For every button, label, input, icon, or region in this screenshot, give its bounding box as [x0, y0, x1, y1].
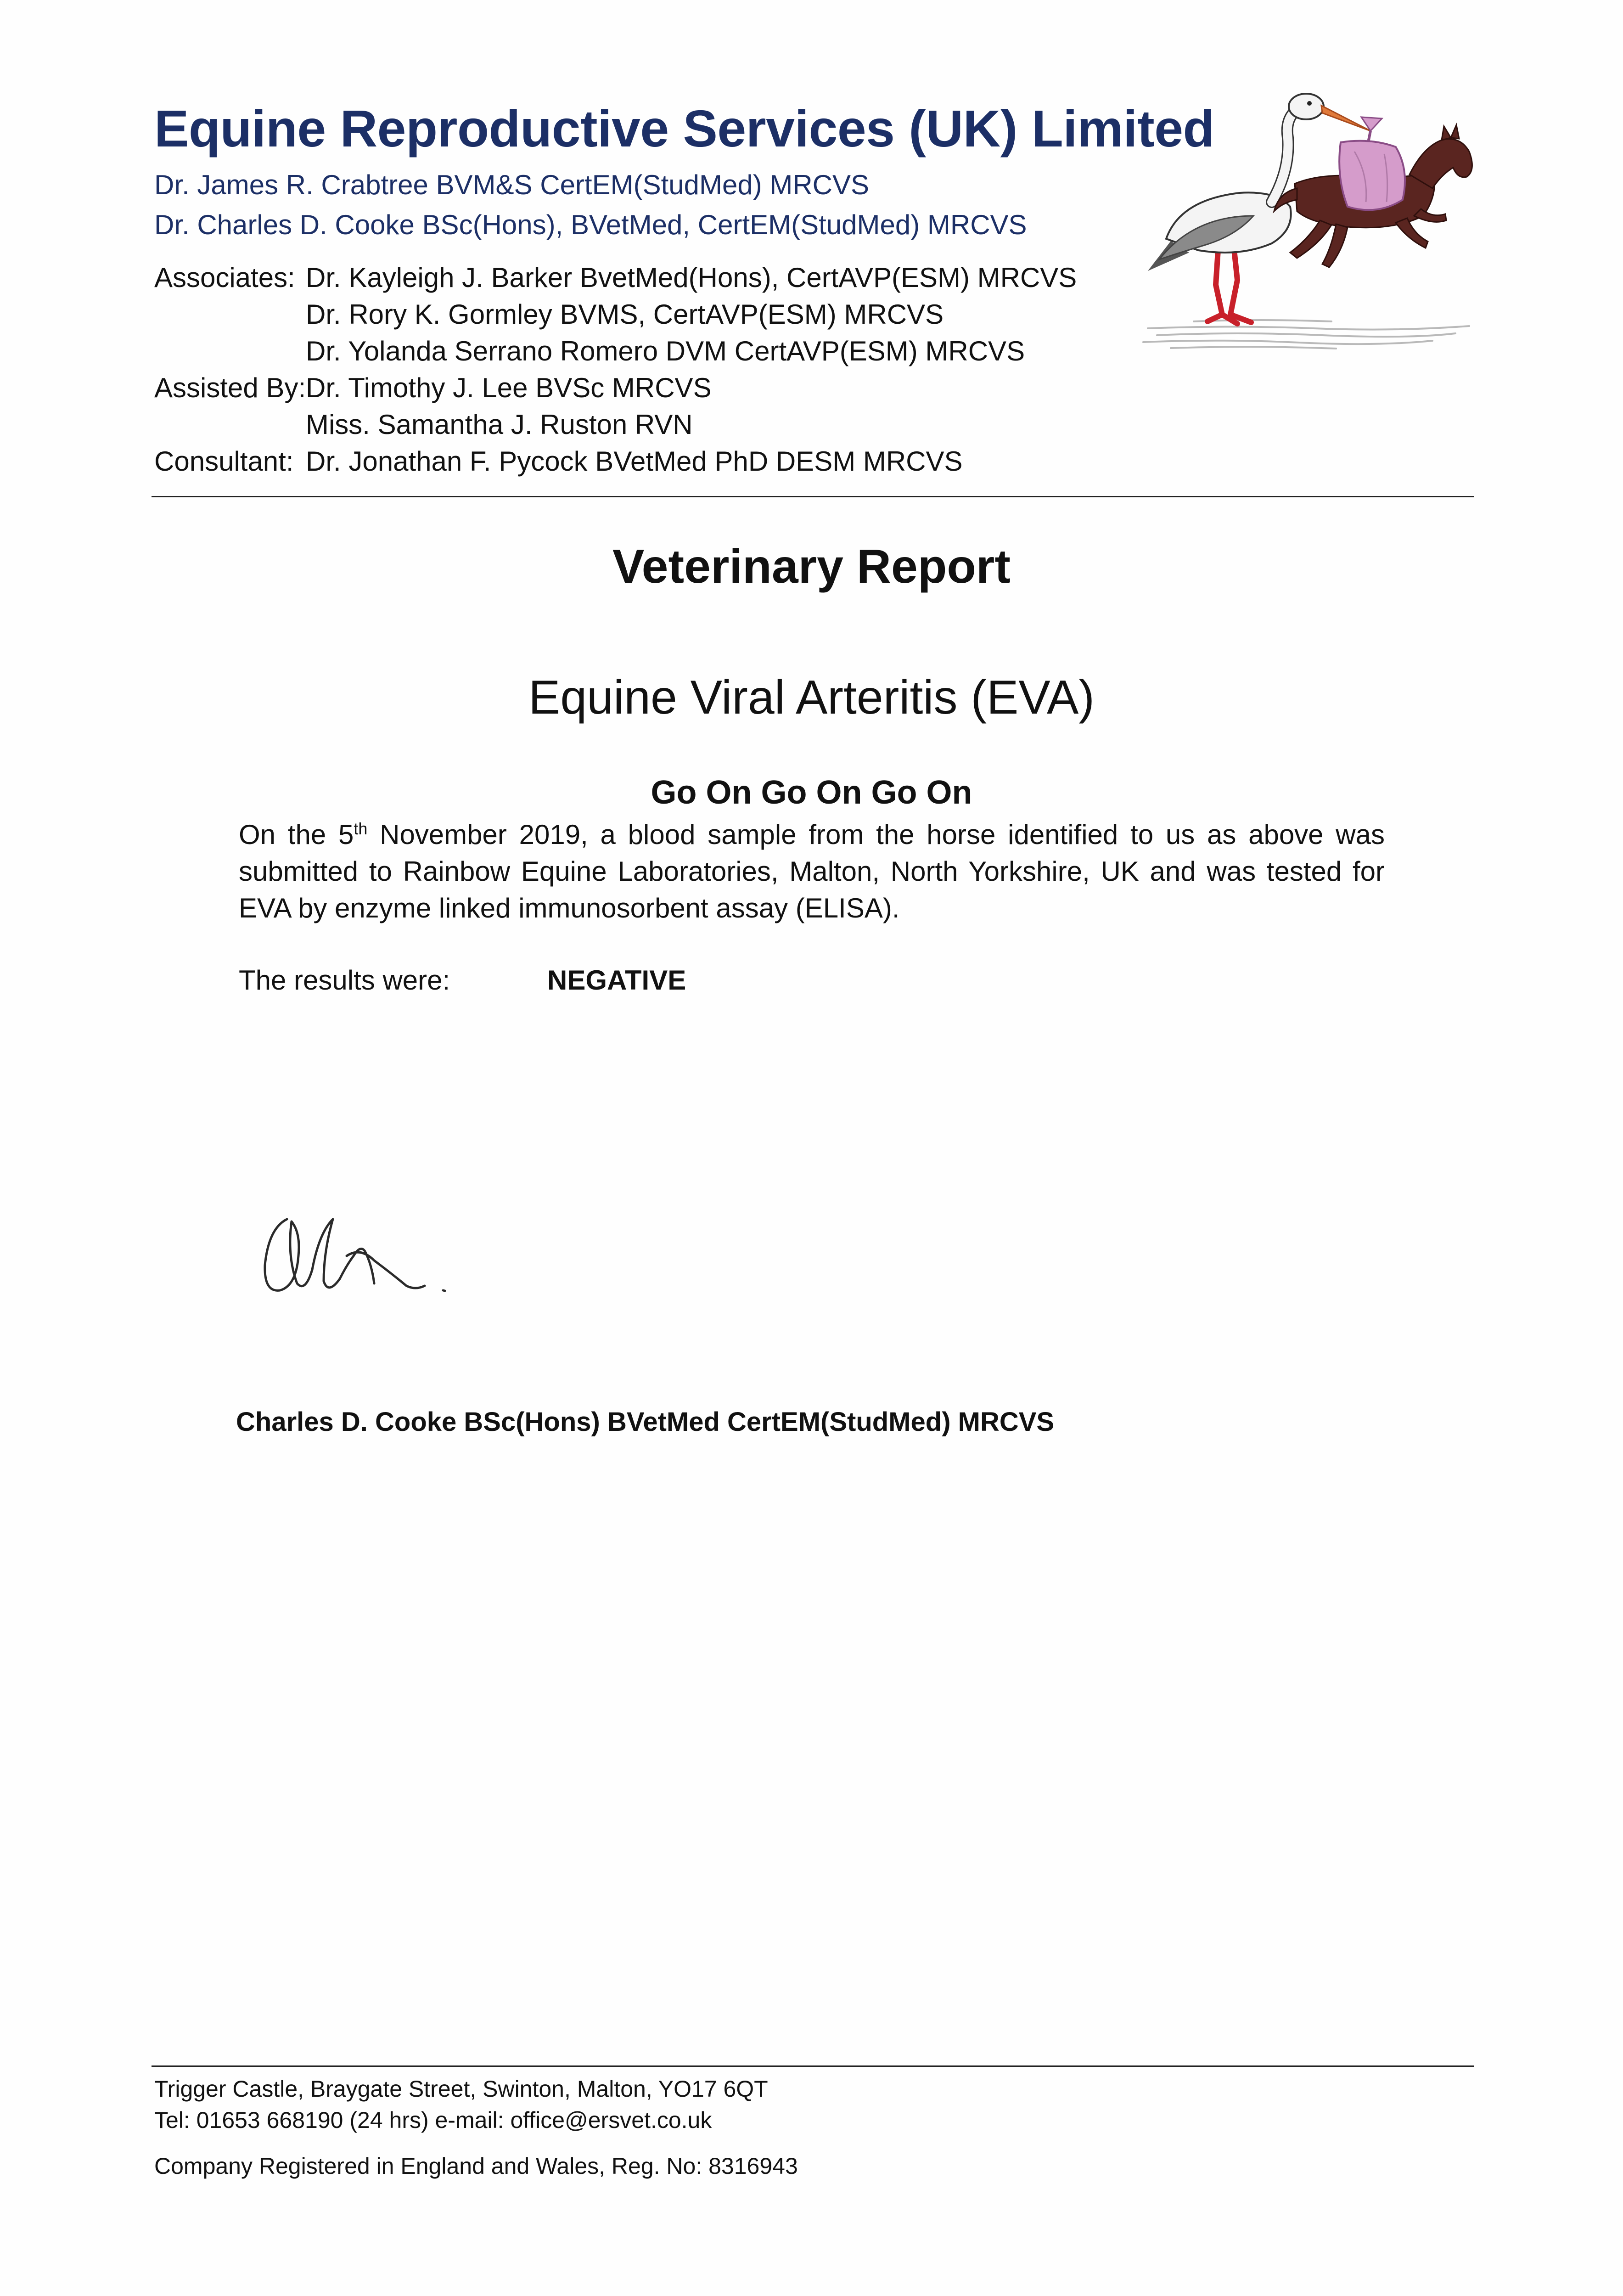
footer-divider [152, 2065, 1474, 2067]
staff-row [154, 259, 1077, 296]
principal-vet: Dr. Charles D. Cooke BSc(Hons), BVetMed, CertEM(StudMed) MRCVS [154, 209, 1027, 240]
staff-member: Dr. Kayleigh J. Barker BvetMed(Hons), CertAVP(ESM) MRCVS [306, 262, 1077, 293]
footer-address: Trigger Castle, Braygate Street, Swinton, Malton, YO17 6QT [154, 2076, 768, 2102]
paragraph-text: On the 5 [239, 819, 354, 850]
signatory-name: Charles D. Cooke BSc(Hons) BVetMed CertEM(StudMed) MRCVS [236, 1407, 1055, 1437]
stork-carrying-foal-logo-icon [1139, 78, 1488, 354]
staff-member: Dr. Rory K. Gormley BVMS, CertAVP(ESM) MRCVS [306, 299, 944, 330]
footer-contact: Tel: 01653 668190 (24 hrs) e-mail: office@ersvet.co.uk [154, 2107, 712, 2133]
staff-role-label [154, 296, 306, 333]
paragraph-superscript: th [354, 819, 368, 838]
staff-list [154, 259, 1077, 480]
staff-role-label: Assisted By: [154, 372, 306, 403]
staff-row [154, 333, 1077, 370]
handwritten-signature-icon [255, 1201, 471, 1311]
staff-role-label: Associates: [154, 262, 295, 293]
staff-row [154, 296, 1077, 333]
staff-row [154, 406, 1077, 443]
header-divider [152, 496, 1474, 497]
report-subtitle: Equine Viral Arteritis (EVA) [528, 671, 1095, 724]
company-name: Equine Reproductive Services (UK) Limited [154, 100, 1215, 158]
principal-vet: Dr. James R. Crabtree BVM&S CertEM(StudMed) MRCVS [154, 169, 870, 200]
staff-member: Miss. Samantha J. Ruston RVN [306, 409, 693, 440]
staff-role-label [154, 406, 306, 443]
staff-member: Dr. Timothy J. Lee BVSc MRCVS [306, 372, 712, 403]
results-label: The results were: [239, 965, 450, 996]
footer-registration: Company Registered in England and Wales, Reg. No: 8316943 [154, 2153, 798, 2179]
report-paragraph [239, 816, 1385, 927]
paragraph-text: November 2019, a blood sample from the horse identified to us as above was submitted to Rainbow Equine Laboratories, Malton, North Yorkshire, UK and was tested for EVA by enzyme linked immunosorbent assay (ELISA). [239, 819, 1385, 923]
results-value: NEGATIVE [547, 965, 686, 996]
staff-row [154, 370, 1077, 406]
report-title: Veterinary Report [612, 540, 1011, 593]
staff-role-label: Consultant: [154, 446, 294, 477]
staff-row [154, 443, 1077, 480]
staff-member: Dr. Yolanda Serrano Romero DVM CertAVP(ESM) MRCVS [306, 336, 1025, 366]
horse-name: Go On Go On Go On [651, 774, 972, 811]
staff-member: Dr. Jonathan F. Pycock BVetMed PhD DESM MRCVS [306, 446, 963, 477]
staff-role-label [154, 333, 306, 370]
